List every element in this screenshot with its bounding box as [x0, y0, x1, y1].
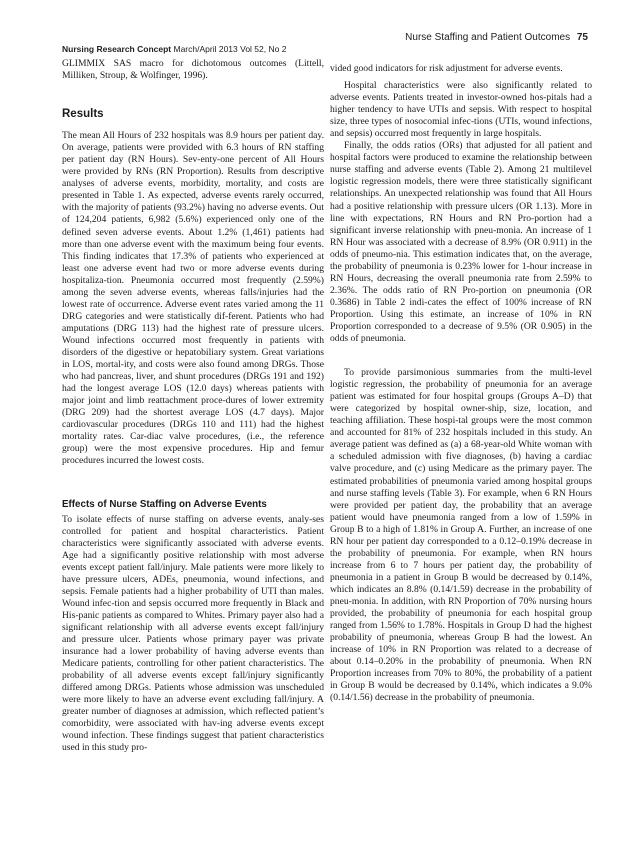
right-column [330, 63, 592, 704]
results-paragraph: The mean All Hours of 232 hospitals was 8.9 hours per patient day. On average, patients were provided with 6.3 hours of RN staffing per patient day (RN Hours). Sev-enty-one percent of All Hours were provided by RNs (RN Proportion). Results from descriptive analyses of adverse events, morbidity, mortality, and costs are presented in Table 1. As expected, adverse events rarely occurred, with the majority of patients (93.2%) having no adverse events. Out of 124,204 patients, 6,982 (5.6%) experienced only one of the defined seven adverse events. About 1.2% (1,461) patients had more than one adverse event with the maximum being four events. This finding indicates that 17.3% of patients who experienced at least one adverse event had two or more adverse events during hospitaliza-tion. Pneumonia occurred most frequently (2.59%) among the seven adverse events, whereas falls/injuries had the lowest rate of occurrence. Adverse event rates varied among the 11 DRG categories and were statistically dif-ferent. Patients who had amputations (DRG 113) had the highest rate of pressure ulcers. Wound infections occurred most frequently in patients with disorders of the digestive or hepatobiliary system. Great variations in LOS, mortal-ity, and costs were also found among DRGs. Those who had pancreas, liver, and shunt procedures (DRGs 191 and 192) had the longest average LOS (12.0 days) whereas patients with major joint and limb reattachment proce-dures of lower extremity (DRG 209) had the shortest average LOS (4.7 days). Major cardiovascular procedures (DRGs 110 and 111) had the highest mortality rates. Car-diac valve procedures, (i.e., the reference group) were the most expensive procedures. Hip and femur procedures incurred the lowest costs. [62, 130, 324, 467]
effects-paragraph: To isolate effects of nurse staffing on adverse events, analy-ses controlled for patient and hospital characteristics. Patient characteristics were significantly associated with adverse events. Age had a significantly positive relationship with most adverse events except patient fall/injury. Male patients were more likely to have pressure ulcers, ADEs, pneumonia, wound infections, and sepsis. Female patients had a higher probability of UTI than males. Wound infec-tion and sepsis occurred more frequently in Black and His-panic patients as compared to Whites. Primary payer also had a significant relationship with all adverse events except fall/injury and pressure ulcer. Patients whose primary payer was private insurance had a lower probability of having adverse events than Medicare patients, controlling for other patient characteristics. The probability of all adverse events except fall/injury significantly differed among DRGs. Patients whose admission was unscheduled were more likely to have an adverse event excluding fall/injury. A greater number of diagnoses at admission, which reflected patient’s comorbidity, were associated with hav-ing adverse events except wound infection. These findings suggest that patient characteristics used in this study pro- [62, 513, 324, 754]
left-column [62, 58, 324, 754]
running-title: Nurse Staffing and Patient Outcomes [405, 32, 571, 43]
odds-ratio-paragraph: Finally, the odds ratios (ORs) that adjusted for all patient and hospital factors were produced to examine the relationship between nurse staffing and adverse events (Table 2). Among 21 multilevel logistic regression models, there were three statistically significant relationships. An unexpected relationship was found that All Hours had a positive relationship with pressure ulcers (OR 1.13). More in line with expectations, RN Hours and RN Pro-portion had a significant inverse relationship with pneu-monia. An increase of 1 RN Hour was associated with a decrease of 8.9% (OR 0.911) in the odds of pneumo-nia. This estimation indicates that, on the average, the probability of pneumonia is 0.23% lower for 1-hour increase in RN Hours, decreasing the overall pneumonia rate from 2.59% to 2.36%. The odds ratio of RN Pro-portion on pneumonia (OR 0.3686) in Table 2 indi-cates the effect of 100% increase of RN Proportion. Using this estimate, an increase of 10% in RN Proportion corresponded to a decrease of 9.5% (OR 0.905) in the odds of pneumonia. [330, 140, 592, 345]
hospital-characteristics-paragraph: Hospital characteristics were also significantly related to adverse events. Patients treated in investor-owned hos-pitals had a higher tendency to have UTIs and sepsis. With respect to hospital size, three types of nosocomial infec-tions (UTIs, wound infections, and sepsis) occurred most frequently in large hospitals. [330, 80, 592, 140]
results-heading: Results [62, 108, 104, 121]
journal-citation [62, 44, 286, 54]
effects-heading: Effects of Nurse Staffing on Adverse Events [62, 499, 267, 511]
journal-label: Nursing Research Concept [62, 44, 172, 54]
summaries-paragraph: To provide parsimonious summaries from the multi-level logistic regression, the probability of pneumonia for an average patient was estimated for four hospital groups (Groups A–D) that were categorized by hospital owner-ship, size, location, and teaching affiliation. These hospi-tal groups were the most common and accounted for 81% of 232 hospitals included in this study. An average patient was defined as (a) a 68-year-old White woman with a scheduled admission with five diagnoses, (b) having a cardiac valve procedure, and (c) using Medicare as the primary payer. The estimated probabilities of pneumonia varied among hospital groups and nurse staffing levels (Table 3). For example, when 6 RN Hours were provided per patient day, the probability that an average patient would have pneumonia ranged from a low of 1.59% in Group B to a high of 1.81% in Group A. Further, an increase of one RN hour per patient day corresponded to a 0.12–0.19% decrease in the probability of pneumonia. For example, when RN hours increase from 6 to 7 hours per patient day, the probability of pneumonia in a patient in Group B would be decreased by 0.14%, which indicates an 8.8% (0.14/1.59) decrease in the probability of pneu-monia. In addition, with RN Proportion of 70% nursing hours provided, the probability of pneumonia for each hospital group ranged from 1.56% to 1.78%. Hospitals in Group D had the highest probability of pneumonia, whereas Group B had the lowest. An increase of 10% in RN Proportion was related to a decrease of about 0.14–0.20% in the probability of pneumonia. When RN Proportion increases from 70% to 80%, the probability of a patient in Group B would be decreased by 0.14%, which indicates a 9.0% (0.14/1.56) decrease in the probability of pneumonia. [330, 367, 592, 704]
page-number: 75 [576, 32, 588, 43]
continuation-text: vided good indicators for risk adjustment for adverse events. [330, 63, 563, 74]
intro-text: GLIMMIX SAS macro for dichotomous outcomes (Littell, Milliken, Stroup, & Wolfinger, 1996). [62, 58, 324, 82]
running-head [405, 32, 588, 43]
journal-issue: March/April 2013 Vol 52, No 2 [173, 44, 287, 54]
